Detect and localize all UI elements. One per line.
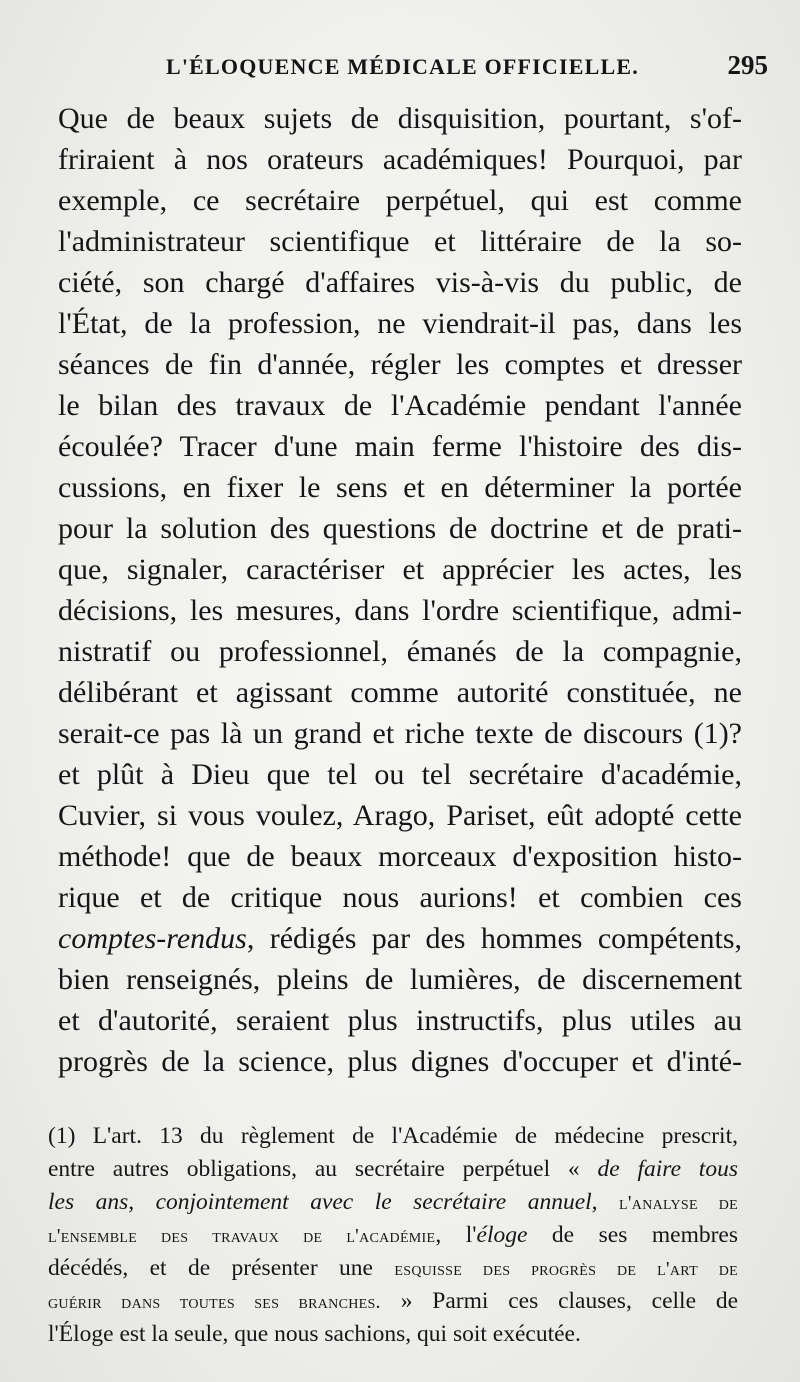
text-line-italic-start [58, 918, 742, 959]
text-line: Cuvier, si vous voulez, Arago, Pariset, eût adopté cette [58, 799, 742, 832]
small-caps-text: l'ensemble des travaux de l'académie [48, 1225, 436, 1247]
italic-term: éloge [476, 1222, 528, 1248]
text-fragment: , rédigés par des hommes compétents, [246, 922, 742, 955]
text-line: que, signaler, caractériser et apprécier les actes, les [58, 553, 742, 586]
text-fragment: , l' [435, 1222, 477, 1248]
text-line: rique et de critique nous aurions! et combien ces [58, 881, 742, 914]
text-line: ciété, son chargé d'affaires vis-à-vis du public, de [58, 266, 742, 299]
text-line: cussions, en fixer le sens et en déterminer la portée [58, 471, 742, 504]
text-fragment: » Parmi ces clauses, celle de [380, 1288, 739, 1314]
text-line: friraient à nos orateurs académiques! Pourquoi, par [58, 143, 742, 176]
small-caps-text: esquisse des progrès de l'art de [394, 1258, 738, 1280]
page-number: 295 [727, 50, 768, 80]
italic-term: comptes-rendus [58, 922, 247, 955]
text-line: le bilan des travaux de l'Académie pendant l'année [58, 389, 742, 422]
body-text [58, 98, 742, 1082]
text-fragment: entre autres obligations, au secrétaire perpétuel « [48, 1156, 598, 1182]
text-line: écoulée? Tracer d'une main ferme l'histoire des dis- [58, 430, 742, 463]
text-line: pour la solution des questions de doctrine et de prati- [58, 512, 742, 545]
footnote-line [48, 1219, 738, 1252]
footnote-line [48, 1252, 738, 1285]
text-line: progrès de la science, plus dignes d'occuper et d'inté- [58, 1045, 742, 1078]
italic-quote: de faire tous [597, 1156, 738, 1182]
text-line: décisions, les mesures, dans l'ordre scientifique, admi- [58, 594, 742, 627]
text-line: Que de beaux sujets de disquisition, pourtant, s'of- [58, 102, 742, 135]
page-header [60, 48, 768, 92]
footnote-line: (1) L'art. 13 du règlement de l'Académie de médecine prescrit, [48, 1123, 738, 1149]
text-line: l'État, de la profession, ne viendrait-il pas, dans les [58, 307, 742, 340]
footnote-line [48, 1186, 738, 1219]
text-line: et d'autorité, seraient plus instructifs, plus utiles au [58, 1004, 742, 1037]
text-fragment: de ses membres [527, 1222, 738, 1248]
footnote-line: l'Éloge est la seule, que nous sachions, qui soit exécutée. [48, 1321, 581, 1347]
text-line: séances de fin d'année, régler les comptes et dresser [58, 348, 742, 381]
footnote-line [48, 1153, 738, 1186]
text-line: nistratif ou professionnel, émanés de la compagnie, [58, 635, 742, 668]
text-line: délibérant et agissant comme autorité constituée, ne [58, 676, 742, 709]
text-line: serait-ce pas là un grand et riche texte de discours (1)? [58, 717, 742, 750]
text-line: exemple, ce secrétaire perpétuel, qui est comme [58, 184, 742, 217]
small-caps-text: l'analyse de [619, 1192, 738, 1214]
italic-quote: les ans, conjointement avec le secrétaire annuel, [48, 1189, 620, 1215]
text-fragment: décédés, et de présenter une [48, 1255, 395, 1281]
text-line: et plût à Dieu que tel ou tel secrétaire d'académie, [58, 758, 742, 791]
text-line: méthode! que de beaux morceaux d'exposition histo- [58, 840, 742, 873]
small-caps-text: guérir dans toutes ses branches. [48, 1291, 381, 1313]
text-line: l'administrateur scientifique et littéraire de la so- [58, 225, 742, 258]
footnote-line [48, 1285, 738, 1318]
footnote [48, 1120, 738, 1351]
text-line: bien renseignés, pleins de lumières, de discernement [58, 963, 742, 996]
running-title: L'ÉLOQUENCE MÉDICALE OFFICIELLE. [166, 54, 639, 79]
